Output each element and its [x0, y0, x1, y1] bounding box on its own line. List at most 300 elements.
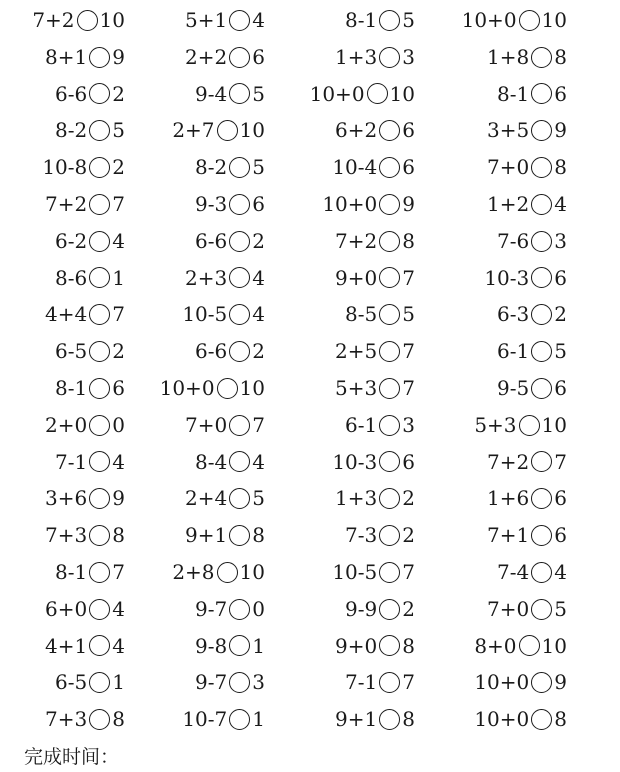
answer-circle[interactable]	[89, 304, 110, 325]
answer-circle[interactable]	[531, 120, 552, 141]
problem-expression: 7+2	[487, 449, 530, 474]
problem-compare-value: 4	[112, 596, 125, 621]
problem-expression: 10-8	[42, 155, 88, 180]
problem-expression: 1+3	[335, 44, 378, 69]
answer-circle[interactable]	[89, 635, 110, 656]
problem-expression: 6-6	[195, 339, 228, 364]
problem-expression: 8+1	[45, 44, 88, 69]
comparison-problem	[345, 2, 415, 39]
problem-expression: 9-7	[195, 670, 228, 695]
comparison-problem	[160, 370, 265, 407]
answer-circle[interactable]	[531, 47, 552, 68]
problem-row	[0, 628, 620, 665]
answer-circle[interactable]	[89, 488, 110, 509]
problem-compare-value: 9	[112, 44, 125, 69]
answer-circle[interactable]	[89, 194, 110, 215]
problem-compare-value: 4	[554, 559, 567, 584]
comparison-problem	[345, 296, 415, 333]
problem-compare-value: 10	[99, 8, 125, 32]
problem-expression: 2+3	[185, 265, 228, 290]
problem-compare-value: 2	[402, 486, 415, 511]
answer-circle[interactable]	[379, 378, 400, 399]
problem-row	[0, 149, 620, 186]
problem-expression: 7+1	[487, 523, 530, 548]
problem-expression: 9-9	[345, 596, 378, 621]
problem-expression: 8-1	[345, 8, 378, 32]
answer-circle[interactable]	[531, 451, 552, 472]
problem-compare-value: 3	[554, 228, 567, 253]
problem-compare-value: 6	[554, 81, 567, 106]
problem-row	[0, 444, 620, 481]
problem-compare-value: 6	[252, 44, 265, 69]
answer-circle[interactable]	[229, 47, 250, 68]
problem-row	[0, 407, 620, 444]
problem-compare-value: 8	[112, 707, 125, 732]
problem-compare-value: 5	[554, 596, 567, 621]
problem-expression: 7+0	[185, 412, 228, 437]
problem-compare-value: 4	[112, 228, 125, 253]
answer-circle[interactable]	[531, 709, 552, 730]
problem-compare-value: 4	[554, 191, 567, 216]
problem-expression: 5+3	[335, 375, 378, 400]
comparison-problem	[497, 76, 567, 113]
problem-expression: 10+0	[474, 670, 530, 695]
problem-expression: 9-3	[195, 191, 228, 216]
problem-row	[0, 76, 620, 113]
answer-circle[interactable]	[89, 157, 110, 178]
answer-circle[interactable]	[531, 267, 552, 288]
comparison-problem	[487, 480, 567, 517]
comparison-problem	[332, 444, 415, 481]
problem-expression: 6-5	[55, 339, 88, 364]
answer-circle[interactable]	[531, 83, 552, 104]
answer-circle[interactable]	[531, 599, 552, 620]
comparison-problem	[335, 370, 415, 407]
problem-expression: 7-1	[55, 449, 88, 474]
comparison-problem	[322, 186, 415, 223]
problem-compare-value: 10	[541, 8, 567, 32]
comparison-problem	[45, 296, 125, 333]
problem-expression: 9-4	[195, 81, 228, 106]
answer-circle[interactable]	[379, 231, 400, 252]
problem-expression: 2+0	[45, 412, 88, 437]
answer-circle[interactable]	[229, 194, 250, 215]
comparison-problem	[55, 444, 125, 481]
comparison-problem	[172, 554, 265, 591]
problem-compare-value: 2	[112, 339, 125, 364]
comparison-problem	[487, 517, 567, 554]
problem-row	[0, 112, 620, 149]
comparison-problem	[182, 296, 265, 333]
problem-compare-value: 5	[554, 339, 567, 364]
problem-row	[0, 186, 620, 223]
comparison-problem	[474, 407, 567, 444]
problem-row	[0, 296, 620, 333]
problem-expression: 1+8	[487, 44, 530, 69]
answer-circle[interactable]	[379, 415, 400, 436]
answer-circle[interactable]	[229, 341, 250, 362]
comparison-problem	[474, 664, 567, 701]
problem-expression: 8-6	[55, 265, 88, 290]
comparison-problem	[55, 370, 125, 407]
problem-compare-value: 8	[402, 707, 415, 732]
problem-compare-value: 7	[252, 412, 265, 437]
comparison-problem	[335, 223, 415, 260]
problem-compare-value: 10	[239, 375, 265, 400]
problem-compare-value: 10	[541, 412, 567, 437]
problem-row	[0, 2, 620, 39]
problem-expression: 5+3	[474, 412, 517, 437]
answer-circle[interactable]	[379, 267, 400, 288]
comparison-problem	[335, 628, 415, 665]
problem-compare-value: 5	[252, 81, 265, 106]
answer-circle[interactable]	[531, 194, 552, 215]
answer-circle[interactable]	[531, 304, 552, 325]
answer-circle[interactable]	[519, 415, 540, 436]
comparison-problem	[487, 186, 567, 223]
comparison-problem	[195, 628, 265, 665]
problem-compare-value: 2	[554, 302, 567, 327]
answer-circle[interactable]	[217, 120, 238, 141]
problem-compare-value: 7	[402, 559, 415, 584]
comparison-problem	[55, 333, 125, 370]
problem-compare-value: 6	[402, 449, 415, 474]
problem-expression: 4+4	[45, 302, 88, 327]
comparison-problem	[195, 664, 265, 701]
problem-compare-value: 2	[112, 81, 125, 106]
problem-expression: 7+3	[45, 523, 88, 548]
comparison-problem	[345, 407, 415, 444]
answer-circle[interactable]	[229, 231, 250, 252]
problem-compare-value: 9	[402, 191, 415, 216]
comparison-problem	[195, 591, 265, 628]
answer-circle[interactable]	[367, 83, 388, 104]
answer-circle[interactable]	[229, 672, 250, 693]
problem-expression: 9+1	[335, 707, 378, 732]
problem-expression: 7-6	[497, 228, 530, 253]
comparison-problem	[55, 76, 125, 113]
answer-circle[interactable]	[229, 599, 250, 620]
answer-circle[interactable]	[531, 672, 552, 693]
problem-compare-value: 6	[402, 118, 415, 143]
problem-expression: 8-2	[55, 118, 88, 143]
problem-compare-value: 8	[554, 44, 567, 69]
problem-expression: 9-7	[195, 596, 228, 621]
answer-circle[interactable]	[379, 341, 400, 362]
comparison-problem	[185, 260, 265, 297]
problem-expression: 7+2	[335, 228, 378, 253]
comparison-problem	[484, 260, 567, 297]
answer-circle[interactable]	[89, 231, 110, 252]
problem-expression: 6-3	[497, 302, 530, 327]
comparison-problem	[345, 591, 415, 628]
problem-expression: 9-8	[195, 633, 228, 658]
answer-circle[interactable]	[379, 709, 400, 730]
answer-circle[interactable]	[379, 451, 400, 472]
problem-expression: 8-2	[195, 155, 228, 180]
answer-circle[interactable]	[519, 10, 540, 31]
answer-circle[interactable]	[379, 157, 400, 178]
answer-circle[interactable]	[89, 83, 110, 104]
problem-compare-value: 6	[554, 486, 567, 511]
answer-circle[interactable]	[379, 194, 400, 215]
problem-compare-value: 7	[402, 339, 415, 364]
comparison-problem	[45, 407, 125, 444]
answer-circle[interactable]	[229, 635, 250, 656]
comparison-problem	[335, 260, 415, 297]
answer-circle[interactable]	[379, 525, 400, 546]
comparison-problem	[345, 664, 415, 701]
problem-compare-value: 2	[252, 228, 265, 253]
problem-grid	[0, 2, 620, 738]
problem-compare-value: 5	[402, 302, 415, 327]
comparison-problem	[335, 701, 415, 738]
problem-expression: 10-3	[332, 449, 378, 474]
problem-row	[0, 701, 620, 738]
problem-compare-value: 2	[402, 596, 415, 621]
problem-expression: 10+0	[461, 8, 517, 32]
answer-circle[interactable]	[89, 378, 110, 399]
comparison-problem	[172, 112, 265, 149]
problem-expression: 9+0	[335, 633, 378, 658]
comparison-problem	[185, 39, 265, 76]
problem-compare-value: 7	[402, 375, 415, 400]
answer-circle[interactable]	[89, 709, 110, 730]
problem-expression: 7+0	[487, 155, 530, 180]
comparison-problem	[310, 76, 415, 113]
comparison-problem	[335, 333, 415, 370]
problem-row	[0, 591, 620, 628]
comparison-problem	[45, 517, 125, 554]
answer-circle[interactable]	[379, 488, 400, 509]
answer-circle[interactable]	[531, 488, 552, 509]
problem-expression: 4+1	[45, 633, 88, 658]
problem-compare-value: 0	[112, 412, 125, 437]
comparison-problem	[185, 517, 265, 554]
problem-compare-value: 4	[252, 449, 265, 474]
comparison-problem	[474, 628, 567, 665]
problem-expression: 1+6	[487, 486, 530, 511]
comparison-problem	[45, 186, 125, 223]
comparison-problem	[55, 112, 125, 149]
problem-expression: 2+4	[185, 486, 228, 511]
problem-compare-value: 7	[402, 670, 415, 695]
comparison-problem	[474, 701, 567, 738]
comparison-problem	[195, 186, 265, 223]
comparison-problem	[332, 554, 415, 591]
answer-circle[interactable]	[229, 157, 250, 178]
answer-circle[interactable]	[379, 672, 400, 693]
answer-circle[interactable]	[89, 672, 110, 693]
problem-expression: 8-5	[345, 302, 378, 327]
problem-compare-value: 1	[112, 265, 125, 290]
problem-compare-value: 5	[112, 118, 125, 143]
problem-expression: 9+1	[185, 523, 228, 548]
answer-circle[interactable]	[229, 415, 250, 436]
answer-circle[interactable]	[229, 83, 250, 104]
problem-compare-value: 10	[389, 81, 415, 106]
problem-compare-value: 8	[252, 523, 265, 548]
problem-row	[0, 664, 620, 701]
problem-compare-value: 5	[252, 155, 265, 180]
problem-row	[0, 370, 620, 407]
problem-expression: 8-1	[55, 559, 88, 584]
problem-expression: 10-4	[332, 155, 378, 180]
answer-circle[interactable]	[89, 47, 110, 68]
answer-circle[interactable]	[379, 120, 400, 141]
answer-circle[interactable]	[89, 120, 110, 141]
answer-circle[interactable]	[229, 488, 250, 509]
problem-compare-value: 1	[252, 633, 265, 658]
problem-compare-value: 2	[402, 523, 415, 548]
answer-circle[interactable]	[229, 709, 250, 730]
comparison-problem	[45, 480, 125, 517]
problem-row	[0, 223, 620, 260]
problem-compare-value: 1	[112, 670, 125, 695]
answer-circle[interactable]	[229, 10, 250, 31]
answer-circle[interactable]	[217, 378, 238, 399]
answer-circle[interactable]	[89, 562, 110, 583]
problem-compare-value: 10	[541, 633, 567, 658]
problem-compare-value: 10	[239, 559, 265, 584]
comparison-problem	[55, 223, 125, 260]
problem-row	[0, 480, 620, 517]
answer-circle[interactable]	[229, 304, 250, 325]
answer-circle[interactable]	[379, 47, 400, 68]
problem-expression: 7-4	[497, 559, 530, 584]
comparison-problem	[55, 260, 125, 297]
problem-compare-value: 3	[402, 412, 415, 437]
answer-circle[interactable]	[89, 267, 110, 288]
comparison-problem	[462, 2, 567, 39]
problem-expression: 2+5	[335, 339, 378, 364]
answer-circle[interactable]	[229, 267, 250, 288]
comparison-problem	[487, 112, 567, 149]
problem-expression: 3+6	[45, 486, 88, 511]
problem-compare-value: 4	[112, 449, 125, 474]
problem-compare-value: 10	[239, 118, 265, 143]
problem-expression: 1+2	[487, 191, 530, 216]
problem-compare-value: 9	[554, 670, 567, 695]
problem-expression: 10+0	[159, 375, 215, 400]
completion-time-label: 完成时间：	[24, 746, 120, 768]
problem-expression: 9-5	[497, 375, 530, 400]
answer-circle[interactable]	[531, 562, 552, 583]
problem-compare-value: 8	[554, 707, 567, 732]
problem-expression: 10+0	[474, 707, 530, 732]
comparison-problem	[185, 480, 265, 517]
answer-circle[interactable]	[519, 635, 540, 656]
problem-compare-value: 6	[252, 191, 265, 216]
problem-compare-value: 8	[554, 155, 567, 180]
comparison-problem	[195, 76, 265, 113]
problem-row	[0, 260, 620, 297]
problem-expression: 5+1	[185, 8, 228, 32]
problem-expression: 7+2	[32, 8, 75, 32]
comparison-problem	[185, 2, 265, 39]
answer-circle[interactable]	[89, 525, 110, 546]
comparison-problem	[497, 296, 567, 333]
comparison-problem	[335, 480, 415, 517]
comparison-problem	[487, 39, 567, 76]
problem-expression: 7+0	[487, 596, 530, 621]
problem-compare-value: 5	[402, 8, 415, 32]
answer-circle[interactable]	[531, 378, 552, 399]
answer-circle[interactable]	[89, 451, 110, 472]
answer-circle[interactable]	[531, 231, 552, 252]
comparison-problem	[45, 628, 125, 665]
comparison-problem	[32, 2, 125, 39]
comparison-problem	[497, 370, 567, 407]
problem-expression: 7-1	[345, 670, 378, 695]
problem-compare-value: 5	[252, 486, 265, 511]
problem-row	[0, 39, 620, 76]
answer-circle[interactable]	[531, 157, 552, 178]
problem-compare-value: 6	[554, 265, 567, 290]
problem-compare-value: 6	[402, 155, 415, 180]
problem-expression: 2+7	[172, 118, 215, 143]
answer-circle[interactable]	[89, 341, 110, 362]
comparison-problem	[335, 39, 415, 76]
problem-expression: 6+0	[45, 596, 88, 621]
comparison-problem	[497, 333, 567, 370]
problem-compare-value: 3	[252, 670, 265, 695]
answer-circle[interactable]	[89, 599, 110, 620]
problem-expression: 8-4	[195, 449, 228, 474]
answer-circle[interactable]	[379, 562, 400, 583]
problem-compare-value: 6	[554, 523, 567, 548]
answer-circle[interactable]	[379, 599, 400, 620]
problem-compare-value: 7	[112, 191, 125, 216]
problem-compare-value: 1	[252, 707, 265, 732]
problem-expression: 10+0	[309, 81, 365, 106]
answer-circle[interactable]	[531, 525, 552, 546]
problem-compare-value: 4	[112, 633, 125, 658]
problem-expression: 8-1	[55, 375, 88, 400]
problem-compare-value: 6	[554, 375, 567, 400]
answer-circle[interactable]	[229, 525, 250, 546]
answer-circle[interactable]	[379, 635, 400, 656]
problem-expression: 1+3	[335, 486, 378, 511]
comparison-problem	[332, 149, 415, 186]
comparison-problem	[497, 554, 567, 591]
problem-compare-value: 0	[252, 596, 265, 621]
problem-compare-value: 9	[554, 118, 567, 143]
problem-expression: 6-5	[55, 670, 88, 695]
answer-circle[interactable]	[531, 341, 552, 362]
problem-compare-value: 4	[252, 265, 265, 290]
answer-circle[interactable]	[77, 10, 98, 31]
answer-circle[interactable]	[229, 451, 250, 472]
answer-circle[interactable]	[217, 562, 238, 583]
problem-expression: 2+8	[172, 559, 215, 584]
answer-circle[interactable]	[379, 10, 400, 31]
comparison-problem	[195, 444, 265, 481]
comparison-problem	[487, 444, 567, 481]
problem-compare-value: 8	[402, 228, 415, 253]
problem-compare-value: 4	[252, 8, 265, 32]
comparison-problem	[345, 517, 415, 554]
comparison-problem	[195, 333, 265, 370]
problem-expression: 7-3	[345, 523, 378, 548]
problem-expression: 6-1	[345, 412, 378, 437]
comparison-problem	[45, 39, 125, 76]
answer-circle[interactable]	[89, 415, 110, 436]
comparison-problem	[335, 112, 415, 149]
answer-circle[interactable]	[379, 304, 400, 325]
problem-expression: 6-6	[195, 228, 228, 253]
problem-row	[0, 333, 620, 370]
